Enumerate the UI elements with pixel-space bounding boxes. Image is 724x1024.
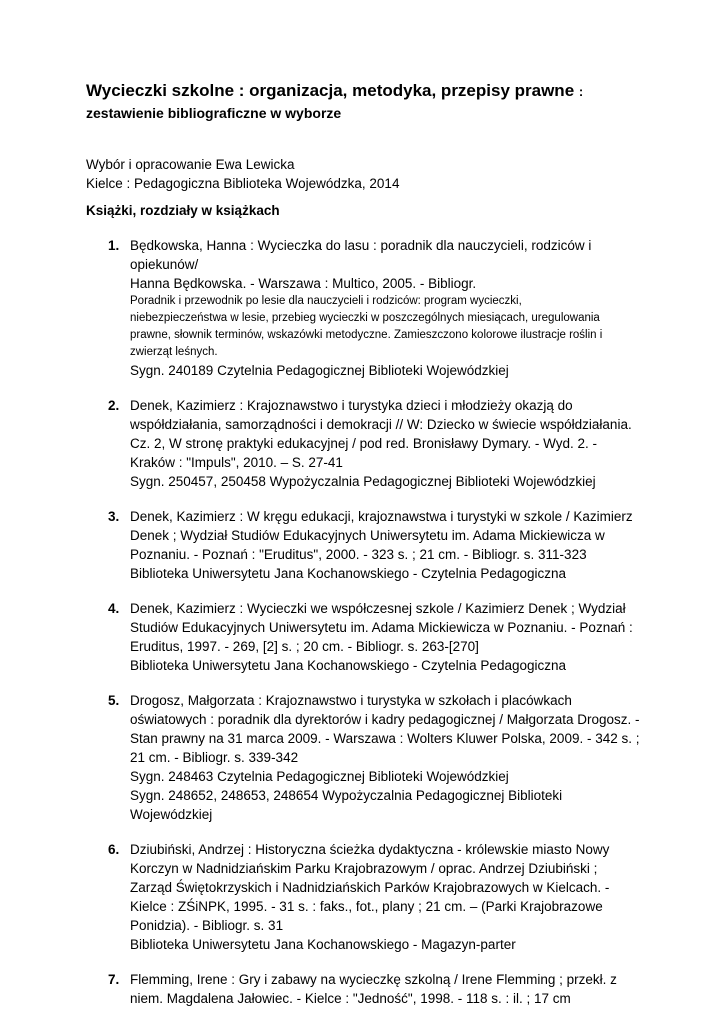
entry-line: Poznaniu. - Poznań : "Eruditus", 2000. - 323 s. ; 21 cm. - Bibliogr. s. 311-323 [130,547,587,562]
entry-line: Dziubiński, Andrzej : Historyczna ścieżka dydaktyczna - królewskie miasto Nowy [130,842,610,857]
entry-line: Korczyn w Nadnidziańskim Parku Krajobrazowym / oprac. Andrzej Dziubiński ; [130,861,598,876]
section-heading: Książki, rozdziały w książkach [86,203,280,218]
entry-line: Zarząd Świętokrzyskich i Nadnidziańskich Parków Krajobrazowych w Kielcach. - [130,880,610,895]
document-meta [86,155,399,193]
entry-line: Denek, Kazimierz : Krajoznawstwo i turystyka dzieci i młodzieży okazją do [130,398,573,413]
entry-line: Cz. 2, W stronę praktyki edukacyjnej / pod red. Bronisławy Dymary. - Wyd. 2. - [130,436,598,451]
bibliography-entry [86,507,646,583]
entry-line: niem. Magdalena Jałowiec. - Kielce : "Jedność", 1998. - 118 s. : il. ; 17 cm [130,991,571,1006]
entry-line: Biblioteka Uniwersytetu Jana Kochanowskiego - Czytelnia Pedagogiczna [130,658,566,673]
bibliography-entry [86,236,646,380]
entry-line: Stan prawny na 31 marca 2009. - Warszawa : Wolters Kluwer Polska, 2009. - 342 s. ; [130,731,640,746]
entry-line: Biblioteka Uniwersytetu Jana Kochanowskiego - Czytelnia Pedagogiczna [130,566,566,581]
document-subtitle: zestawienie bibliograficzne w wyborze [86,105,342,121]
entry-number: 7. [108,972,120,987]
document-title [86,80,646,103]
entry-line: Kielce : ZŚiNPK, 1995. - 31 s. : faks., fot., plany ; 21 cm. – (Parki Krajobrazowe [130,899,603,914]
entry-line: Denek, Kazimierz : W kręgu edukacji, krajoznawstwa i turystyki w szkole / Kazimierz [130,509,633,524]
entry-line: Ponidzia). - Bibliogr. s. 31 [130,918,284,933]
bibliography-entry [86,599,646,675]
entry-line: Studiów Edukacyjnych Uniwersytetu im. Adama Mickiewicza w Poznaniu. - Poznań : [130,620,633,635]
bibliography-list [86,236,646,1024]
entry-line: 21 cm. - Bibliogr. s. 339-342 [130,750,299,765]
entry-number: 6. [108,842,120,857]
compiler-line: Wybór i opracowanie Ewa Lewicka [86,157,295,172]
title-colon: : [578,84,584,99]
entry-line: Denek, Kazimierz : Wycieczki we współczesnej szkole / Kazimierz Denek ; Wydział [130,601,626,616]
entry-annotation-line: niebezpieczeństwa w lesie, przebieg wycieczki w poszczególnych miesiącach, uregulowania [130,312,600,324]
bibliography-entry [86,691,646,824]
bibliography-entry [86,840,646,954]
entry-location-line: Sygn. 240189 Czytelnia Pedagogicznej Biblioteki Wojewódzkiej [130,363,509,378]
entry-number: 1. [108,238,120,253]
entry-line: oświatowych : poradnik dla dyrektorów i kadry pedagogicznej / Małgorzata Drogosz. - [130,712,640,727]
entry-line: Denek ; Wydział Studiów Edukacyjnych Uniwersytetu im. Adama Mickiewicza w [130,528,605,543]
entry-number: 3. [108,509,120,524]
entry-line: Wojewódzkiej [130,807,213,822]
entry-annotation-line: zwierząt leśnych. [130,346,218,358]
entry-line: Kraków : "Impuls", 2010. – S. 27-41 [130,455,343,470]
entry-line: Eruditus, 1997. - 269, [2] s. ; 20 cm. - Bibliogr. s. 263-[270] [130,639,479,654]
entry-line: współdziałania, samorządności i demokracji // W: Dziecko w świecie współdziałania. [130,417,632,432]
entry-line: Biblioteka Uniwersytetu Jana Kochanowskiego - Magazyn-parter [130,937,516,952]
title-text: Wycieczki szkolne : organizacja, metodyka, przepisy prawne [86,81,575,100]
entry-line: Będkowska, Hanna : Wycieczka do lasu : poradnik dla nauczycieli, rodziców i [130,238,592,253]
document-title-block [86,80,646,123]
entry-line: Sygn. 250457, 250458 Wypożyczalnia Pedagogicznej Biblioteki Wojewódzkiej [130,474,596,489]
entry-annotation-line: prawne, słownik terminów, wskazówki metodyczne. Zamieszczono kolorowe ilustracje roślin i [130,329,603,341]
entry-line: opiekunów/ [130,257,199,272]
entry-line: Drogosz, Małgorzata : Krajoznawstwo i turystyka w szkołach i placówkach [130,693,572,708]
bibliography-entry [86,396,646,491]
bibliography-entry [86,970,646,1008]
entry-number: 5. [108,693,120,708]
publisher-line: Kielce : Pedagogiczna Biblioteka Wojewódzka, 2014 [86,176,400,191]
entry-line: Sygn. 248463 Czytelnia Pedagogicznej Biblioteki Wojewódzkiej [130,769,509,784]
entry-number: 2. [108,398,120,413]
entry-line: Sygn. 248652, 248653, 248654 Wypożyczalnia Pedagogicznej Biblioteki [130,788,563,803]
entry-number: 4. [108,601,120,616]
entry-annotation-line: Poradnik i przewodnik po lesie dla nauczycieli i rodziców: program wycieczki, [130,295,522,307]
entry-line: Flemming, Irene : Gry i zabawy na wycieczkę szkolną / Irene Flemming ; przekł. z [130,972,617,987]
entry-line: Hanna Będkowska. - Warszawa : Multico, 2005. - Bibliogr. [130,276,477,291]
